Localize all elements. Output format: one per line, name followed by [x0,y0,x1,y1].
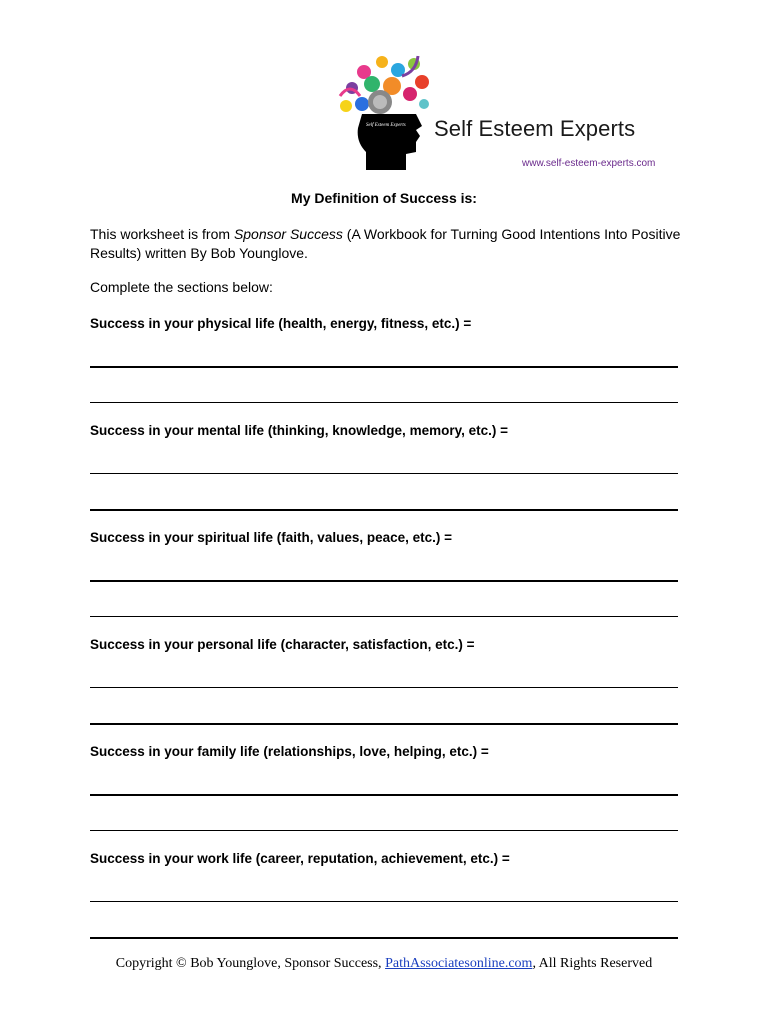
brand-url: www.self-esteem-experts.com [522,158,656,169]
answer-line[interactable] [90,366,678,368]
section-personal-label: Success in your personal life (character, satisfaction, etc.) = [90,637,475,652]
instruction-text: Complete the sections below: [90,279,273,295]
section-physical-label: Success in your physical life (health, energy, fitness, etc.) = [90,316,472,331]
answer-line[interactable] [90,794,678,796]
section-spiritual-label: Success in your spiritual life (faith, values, peace, etc.) = [90,530,453,545]
brand-logo [336,52,676,174]
answer-line[interactable] [90,616,678,617]
copyright-footer [0,956,768,972]
answer-line[interactable] [90,901,678,902]
footer-suffix: , All Rights Reserved [532,956,653,971]
answer-line[interactable] [90,723,678,725]
intro-suffix: (A Workbook for Turning Good Intentions Into Positive Results) written By Bob Younglove. [90,226,681,261]
answer-line[interactable] [90,937,678,939]
answer-line[interactable] [90,580,678,582]
section-mental-label: Success in your mental life (thinking, knowledge, memory, etc.) = [90,423,508,438]
answer-line[interactable] [90,473,678,474]
answer-line[interactable] [90,509,678,511]
answer-line[interactable] [90,830,678,831]
head-silhouette-icon [336,52,436,174]
page-title: My Definition of Success is: [291,190,477,206]
head-text: Self Esteem Experts [366,123,406,128]
intro-book-title: Sponsor Success [233,226,343,242]
intro-paragraph [90,225,690,263]
section-work-label: Success in your work life (career, reputation, achievement, etc.) = [90,851,510,866]
answer-line[interactable] [90,402,678,403]
intro-prefix: This worksheet is from [90,226,234,242]
footer-prefix: Copyright © Bob Younglove, Sponsor Success, [115,956,386,971]
answer-line[interactable] [90,687,678,688]
footer-link[interactable]: PathAssociatesonline.com [385,956,533,971]
brand-name: Self Esteem Experts [434,116,636,141]
section-family-label: Success in your family life (relationships, love, helping, etc.) = [90,744,489,759]
